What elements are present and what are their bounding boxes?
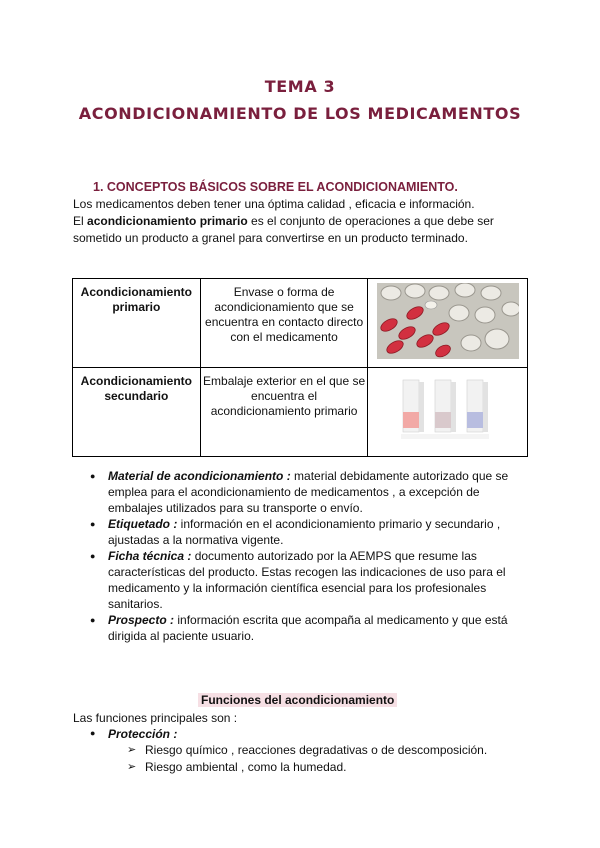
row-image-cell [368, 368, 528, 457]
intro-line-1: Los medicamentos deben tener una óptima calidad , eficacia e información. [73, 197, 475, 211]
intro-paragraph [73, 196, 533, 247]
row-description: Envase o forma de acondicionamiento que se encuentra en contacto directo con el medicamento [200, 279, 368, 368]
definition-text: información en el acondicionamiento primario y secundario , ajustadas a la normativa vigente. [108, 517, 501, 547]
row-label: Acondicionamiento secundario [73, 368, 201, 457]
medicine-boxes-image [377, 372, 519, 448]
functions-intro: Las funciones principales son : [73, 711, 238, 725]
table-row [73, 368, 528, 457]
list-item [90, 468, 530, 516]
protection-sublist [127, 742, 487, 776]
list-item [90, 612, 530, 644]
protection-label: ● Protección : [90, 727, 177, 741]
intro-line-3: sometido un producto a granel para convertirse en un producto terminado. [73, 231, 468, 245]
definition-term: Prospecto : [108, 613, 175, 627]
list-item [90, 548, 530, 612]
definition-term: Etiquetado : [108, 517, 178, 531]
table-row [73, 279, 528, 368]
intro-line-2 [73, 213, 533, 230]
section-heading: 1. CONCEPTOS BÁSICOS SOBRE EL ACONDICIONAMIENTO. [93, 180, 458, 194]
definition-term: Ficha técnica : [108, 549, 192, 563]
list-item [90, 516, 530, 548]
topic-number: TEMA 3 [264, 77, 336, 96]
page-title: ACONDICIONAMIENTO DE LOS MEDICAMENTOS [78, 104, 522, 123]
definition-text: documento autorizado por la AEMPS que resume las características del producto. Estas recogen las indicaciones de uso para el medicamento y la información científica esencial para los profesionales sanitarios. [108, 549, 506, 611]
list-item: ➢ Riesgo ambiental , como la humedad. [127, 759, 487, 776]
definition-text: material debidamente autorizado que se emplea para el acondicionamiento de medicamentos , a excepción de embalajes utilizados para su transporte o envío. [108, 469, 509, 515]
blister-pack-image [377, 283, 519, 359]
functions-heading: Funciones del acondicionamiento [198, 693, 397, 707]
row-image-cell [368, 279, 528, 368]
row-description: Embalaje exterior en el que se encuentra el acondicionamiento primario [200, 368, 368, 457]
definition-term: Material de acondicionamiento : [108, 469, 291, 483]
list-item: ➢ Riesgo químico , reacciones degradativas o de descomposición. [127, 742, 487, 759]
definitions-list [90, 468, 530, 644]
intro-line-2-bold: acondicionamiento primario [87, 214, 248, 228]
intro-line-2-post: es el conjunto de operaciones a que debe ser [247, 214, 494, 228]
intro-line-2-pre: El [73, 214, 88, 228]
definition-text: información escrita que acompaña al medicamento y que está dirigida al paciente usuario. [108, 613, 508, 643]
row-label: Acondicionamiento primario [73, 279, 201, 368]
acondicionamiento-table [72, 278, 528, 457]
